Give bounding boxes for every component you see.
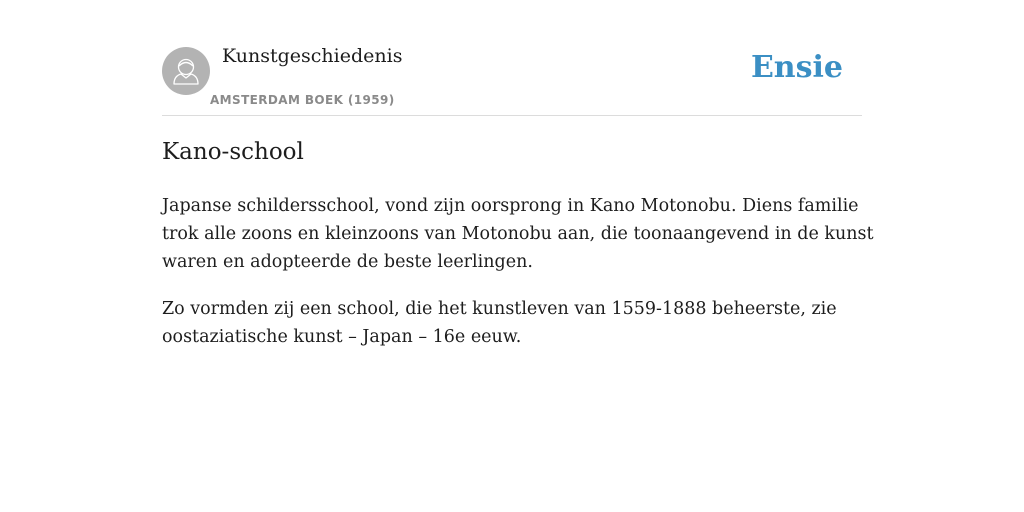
paragraph-line: oostaziatische kunst – Japan – 16e eeuw. <box>162 327 522 347</box>
paragraph <box>162 192 874 276</box>
source-label: AMSTERDAM BOEK (1959) <box>210 93 395 107</box>
ensie-logo[interactable]: Ensie <box>750 50 843 85</box>
category-title[interactable]: Kunstgeschiedenis <box>222 45 403 67</box>
paragraph-line: Japanse schildersschool, vond zijn oorsprong in Kano Motonobu. Diens familie <box>162 196 859 216</box>
user-silhouette-icon <box>162 47 210 95</box>
paragraph-line: waren en adopteerde de beste leerlingen. <box>162 252 533 272</box>
article-title: Kano-school <box>162 139 304 165</box>
avatar[interactable] <box>162 47 210 95</box>
paragraph-line: trok alle zoons en kleinzoons van Motonobu aan, die toonaangevend in de kunst <box>162 224 874 244</box>
article-body <box>162 192 874 370</box>
paragraph-line: Zo vormden zij een school, die het kunstleven van 1559-1888 beheerste, zie <box>162 299 837 319</box>
header <box>162 40 862 116</box>
paragraph <box>162 295 862 351</box>
